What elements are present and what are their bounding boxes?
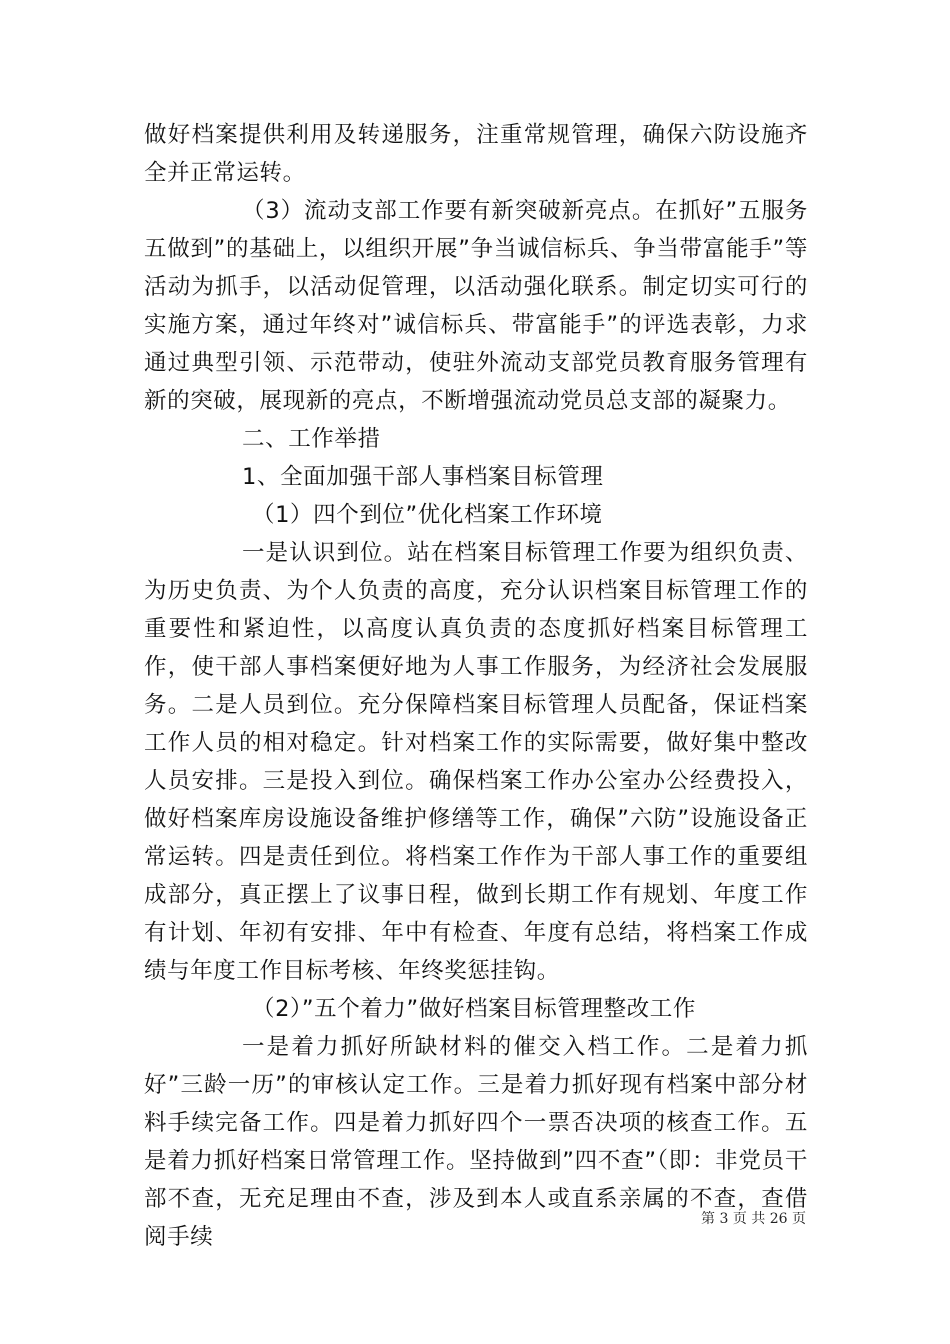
page-number: 第 3 页 共 26 页 bbox=[701, 1211, 806, 1227]
paragraph-2: （3）流动支部工作要有新突破新亮点。在抓好”五服务五做到”的基础上，以组织开展”争当诚信标兵、争当带富能手”等活动为抓手，以活动促管理，以活动强化联系。制定切实可行的实施方案，通过年终对”诚信标兵、带富能手”的评选表彰，力求通过典型引领、示范带动，使驻外流动支部党员教育服务管理有新的突破，展现新的亮点，不断增强流动党员总支部的凝聚力。 bbox=[144, 198, 808, 414]
section-heading-measures: 二、工作举措 bbox=[242, 426, 381, 452]
paragraph-four-in-place: 一是认识到位。站在档案目标管理工作要为组织负责、为历史负责、为个人负责的高度，充分认识档案目标管理工作的重要性和紧迫性，以高度认真负责的态度抓好档案目标管理工作，使干部人事档案便好地为人事工作服务，为经济社会发展服务。二是人员到位。充分保障档案目标管理人员配备，保证档案工作人员的相对稳定。针对档案工作的实际需要，做好集中整改人员安排。三是投入到位。确保档案工作办公室办公经费投入，做好档案库房设施设备维护修缮等工作，确保”六防”设施设备正常运转。四是责任到位。将档案工作作为干部人事工作的重要组成部分，真正摆上了议事日程，做到长期工作有规划、年度工作有计划、年初有安排、年中有检查、年度有总结，将档案工作成绩与年度工作目标考核、年终奖惩挂钩。 bbox=[144, 540, 808, 984]
subheading-five-efforts: （2）”五个着力”做好档案目标管理整改工作 bbox=[252, 996, 696, 1022]
paragraph-five-efforts: 一是着力抓好所缺材料的催交入档工作。二是着力抓好”三龄一历”的审核认定工作。三是着力抓好现有档案中部分材料手续完备工作。四是着力抓好四个一票否决项的核查工作。五是着力抓好档案日常管理工作。坚持做到”四不查”（即：非党员干部不查，无充足理由不查，涉及到本人或直系亲属的不查，查借阅手续 bbox=[144, 1034, 808, 1250]
paragraph-1: 做好档案提供利用及转递服务，注重常规管理，确保六防设施齐全并正常运转。 bbox=[144, 122, 808, 186]
subheading-four-in-place: （1）四个到位”优化档案工作环境 bbox=[252, 502, 603, 528]
document-page bbox=[144, 116, 808, 1256]
subheading-archive-management: 1、全面加强干部人事档案目标管理 bbox=[242, 464, 604, 490]
